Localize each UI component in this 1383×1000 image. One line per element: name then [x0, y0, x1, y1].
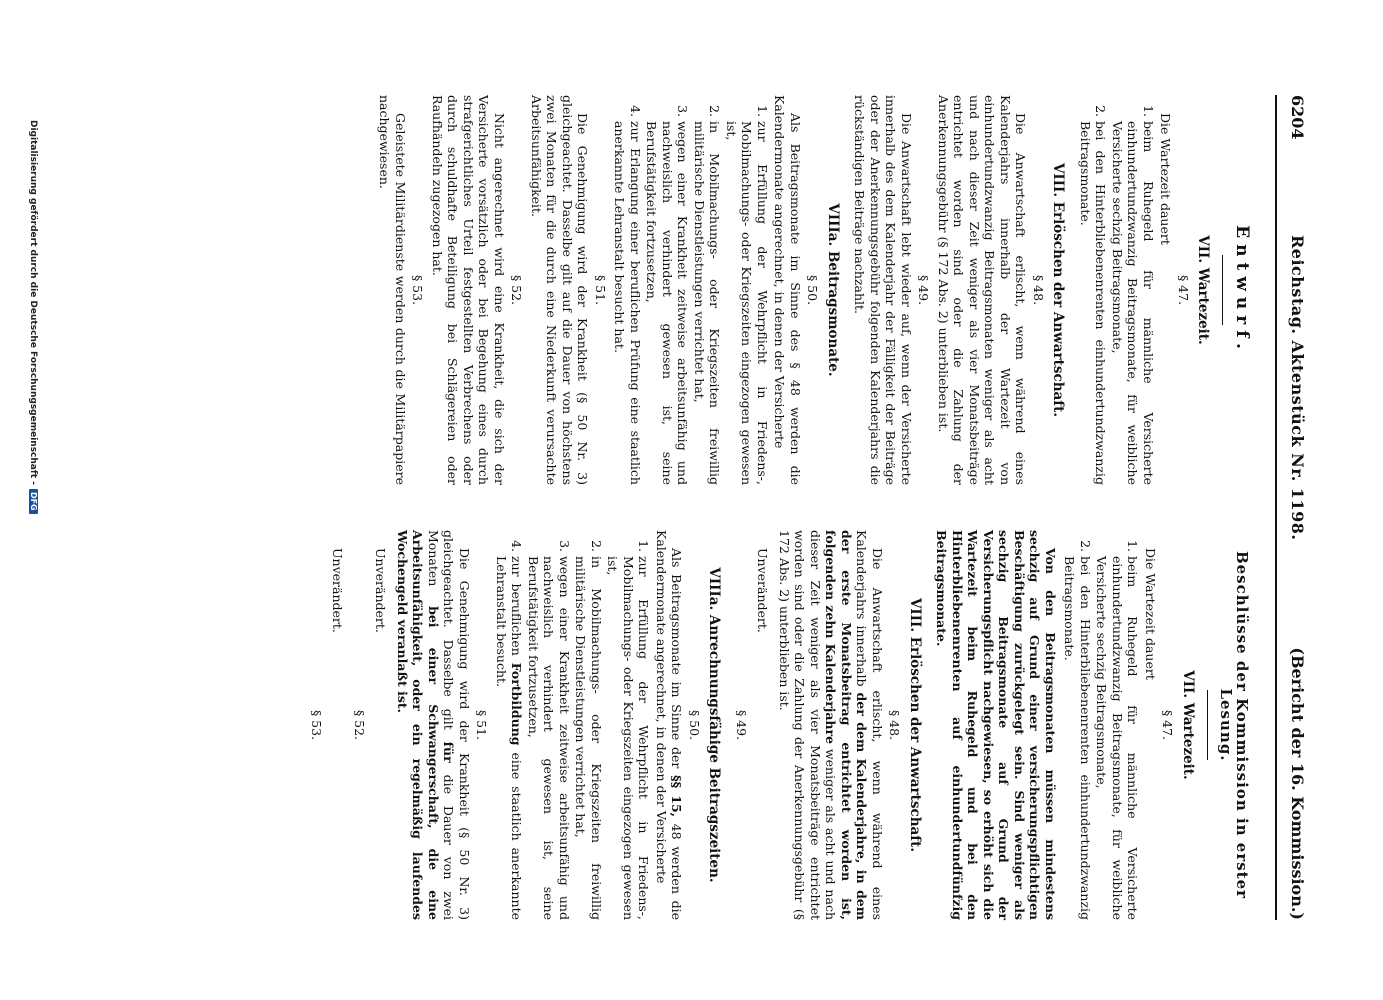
section-heading: VIII. Erlöschen der Anwartschaft.: [907, 597, 923, 853]
list-item: 2. in Mobilmachungs- oder Kriegszeiten freiwillig militärische Dienstleistungen verrichtet hat,: [573, 556, 604, 920]
paragraph-number: § 47.: [1176, 274, 1191, 306]
unchanged-note: Unverändert.: [373, 548, 389, 633]
header-title: Reichstag. Aktenstück Nr. 1198.: [1288, 235, 1307, 541]
paragraph-number: § 47.: [1160, 709, 1176, 741]
dfg-logo: DFG: [29, 489, 38, 514]
paragraph-number: § 48.: [1031, 274, 1046, 306]
list-item: 4. zur Erlangung einer beruflichen Prüfung eine staatlich anerkannte Lehranstalt besucht hat.: [612, 121, 643, 485]
amended-text: der dem Kalenderjahre, in dem der erste Monatsbeitrag entrichtet worden ist, folgenden zehn Kalenderjahre: [823, 530, 870, 920]
unchanged-note: Unverändert.: [330, 548, 346, 633]
paragraph-number: § 49.: [734, 709, 749, 741]
digitization-footer: [28, 120, 38, 920]
text-run: Als Beitragsmonate im Sinne der: [669, 548, 685, 776]
list-item: 1. zur Erfüllung der Wehrpflicht in Friedens-, Mobilmachungs- oder Kriegszeiten eingezogen gewesen ist,: [724, 121, 771, 485]
footer-text: Digitalisierung gefördert durch die Deutsche Forschungsgemeinschaft -: [28, 120, 38, 485]
list-item: 2. bei den Hinterbliebenenrenten einhundertundzwanzig Beitragsmonate.: [1078, 121, 1109, 485]
unchanged-note: Unverändert.: [755, 548, 771, 633]
list: [494, 530, 652, 920]
amended-text: Von den Beitragsmonaten müssen mindestens sechzig auf Grund einer versicherungspflichtigen Beschäftigung zurückgelegt sein. Sind weniger als sechzig Beitragsmonate auf Grund der Versicherungspflicht nachgewiesen, so erhöht sich die Wartezeit beim Ruhegeld und bei den Hinterbliebenenrenten auf einhundertundfünfzig Beitragsmonate.: [934, 530, 1058, 920]
list-item: 1. zur Erfüllung der Wehrpflicht in Friedens-, Mobilmachungs- oder Kriegszeiten eingezogen gewesen ist,: [605, 556, 652, 920]
body-text: Als Beitragsmonate im Sinne des § 48 werden die Kalendermonate angerechnet, in denen der Versicherte: [772, 95, 803, 485]
list: [1062, 530, 1141, 920]
section-heading: VIIIa. Beitragsmonate.: [825, 203, 841, 377]
text-run: Die Anwartschaft erlischt, wenn während eines Kalenderjahrs innerhalb: [854, 530, 885, 920]
body-text: Die Genehmigung wird der Krankheit (§ 50 Nr. 3) gleichgeachtet. Dasselbe gilt auf die Dauer von höchstens zwei Monaten für die durch eine Niederkunft verursachte Arbeitsunfähigkeit.: [529, 95, 591, 485]
text-run: zur beruflichen: [509, 556, 525, 663]
section-heading: VIIIa. Anrechnungsfähige Beitragszeiten.: [706, 567, 723, 883]
paragraph-number: § 52.: [509, 274, 525, 306]
section-heading: VIII. Erlöschen der Anwartschaft.: [1050, 162, 1067, 418]
list: [1078, 95, 1157, 485]
text-run: eine staatlich anerkannte Lehranstalt besucht.: [494, 556, 525, 920]
amended-text: Fortbildung: [509, 662, 525, 746]
header-right: (Bericht der 16. Kommission.): [1288, 647, 1307, 920]
paragraph-number: § 51.: [474, 709, 490, 741]
divider: [1223, 255, 1224, 325]
body-text: Die Wartezeit dauert: [1143, 548, 1158, 680]
body-text: Die Wartezeit dauert: [1158, 113, 1174, 245]
amended-text: §§ 15,: [669, 775, 685, 817]
list-item: [494, 556, 525, 920]
list-item: 1. beim Ruhegeld für männliche Versicherte einhundertundzwanzig Beitragsmonate, für weibliche Versicherte sechzig Beitragsmonate,: [1094, 556, 1141, 920]
text-run: die Dauer von zwei Monaten: [426, 530, 457, 920]
section-heading: VII. Wartezeit.: [1195, 235, 1212, 345]
list: [612, 95, 770, 485]
body-text: Die Anwartschaft erlischt, wenn während eines Kalenderjahrs innerhalb der Wartezeit von einhundertundzwanzig Beitragsmonaten weniger als acht und nach dieser Zeit weniger als vier Monatsbeiträge entrichtet worden sind oder die Zahlung der Anerkennungsgebühr (§ 172 Abs. 2) unterblieben ist.: [936, 95, 1029, 485]
divider: [1207, 690, 1208, 760]
page-header: [1275, 95, 1313, 920]
column-title: Beschlüsse der Kommission in erster Lesung.: [1217, 550, 1251, 900]
section-heading: VII. Wartezeit.: [1180, 670, 1196, 780]
paragraph-number: § 50.: [687, 709, 702, 741]
paragraph-number: § 48.: [887, 709, 903, 741]
paragraph-number: § 52.: [352, 709, 367, 741]
text-run: weniger als acht und nach dieser Zeit weniger als vier Monatsbeiträge entrichtet worden sind oder die Zahlung der Anerkennungsgebühr (§ 172 Abs. 2) unterblieben ist.: [777, 530, 839, 920]
body-text: Geleistete Militärdienste werden durch die Militärpapiere nachgewiesen.: [377, 95, 408, 485]
column-draft: [375, 95, 1253, 485]
list-item: 2. bei den Hinterbliebenenrenten einhundertundzwanzig Beitragsmonate.: [1062, 556, 1093, 920]
amended-text: bei einer Schwangerschaft, die eine Arbeitsunfähigkeit, oder ein regelmäßig laufendes Wochengeld veranlaßt ist.: [395, 530, 441, 920]
paragraph-number: § 53.: [309, 709, 324, 741]
list-item: 3. wegen einer Krankheit zeitweise arbeitsunfähig und nachweislich verhindert gewesen ist, seine Berufstätigkeit fortzusetzen,: [644, 121, 691, 485]
list-item: 3. wegen einer Krankheit zeitweise arbeitsunfähig und nachweislich verhindert gewesen ist, seine Berufstätigkeit fortzusetzen,: [526, 556, 573, 920]
paragraph-number: § 49.: [916, 274, 932, 306]
list-item: 2. in Mobilmachungs- oder Kriegszeiten freiwillig militärische Dienstleistungen verrichtet hat,: [692, 121, 723, 485]
body-text: Nicht angerechnet wird eine Krankheit, die sich der Versicherte vorsätzlich oder bei Begehung eines durch strafgerichtliches Urteil festgestellten Verbrechens oder durch schuldhafte Beteiligung bei Schlägereien oder Raufhändeln zugezogen hat.: [430, 95, 507, 485]
body-text: Die Anwartschaft lebt wieder auf, wenn der Versicherte innerhalb des dem Kalenderjahr der Fälligkeit der Beiträge oder der Anerkennungsgebühr folgenden Kalenderjahrs die rückständigen Beiträge nachzahlt.: [852, 95, 914, 485]
body-text: [654, 530, 685, 920]
page-number: 6204: [1288, 95, 1307, 140]
column-resolutions: [307, 530, 1254, 920]
paragraph-number: § 50.: [805, 274, 821, 306]
text-run: Die Genehmigung wird der Krankheit (§ 50 Nr. 3) gleichgeachtet. Dasselbe gilt: [441, 530, 472, 920]
body-text: [777, 530, 886, 920]
list-item: 1. beim Ruhegeld für männliche Versicherte einhundertundzwanzig Beitragsmonate, für weibliche Versicherte sechzig Beitragsmonate,: [1110, 121, 1157, 485]
paragraph-number: § 51.: [593, 274, 608, 306]
column-title: Entwurf.: [1232, 225, 1252, 355]
paragraph-number: § 53.: [410, 274, 426, 306]
body-text: [395, 530, 473, 920]
text-run: 48 werden die Kalendermonate angerechnet, in denen der Versicherte: [654, 530, 685, 920]
amended-text: für: [441, 741, 457, 763]
